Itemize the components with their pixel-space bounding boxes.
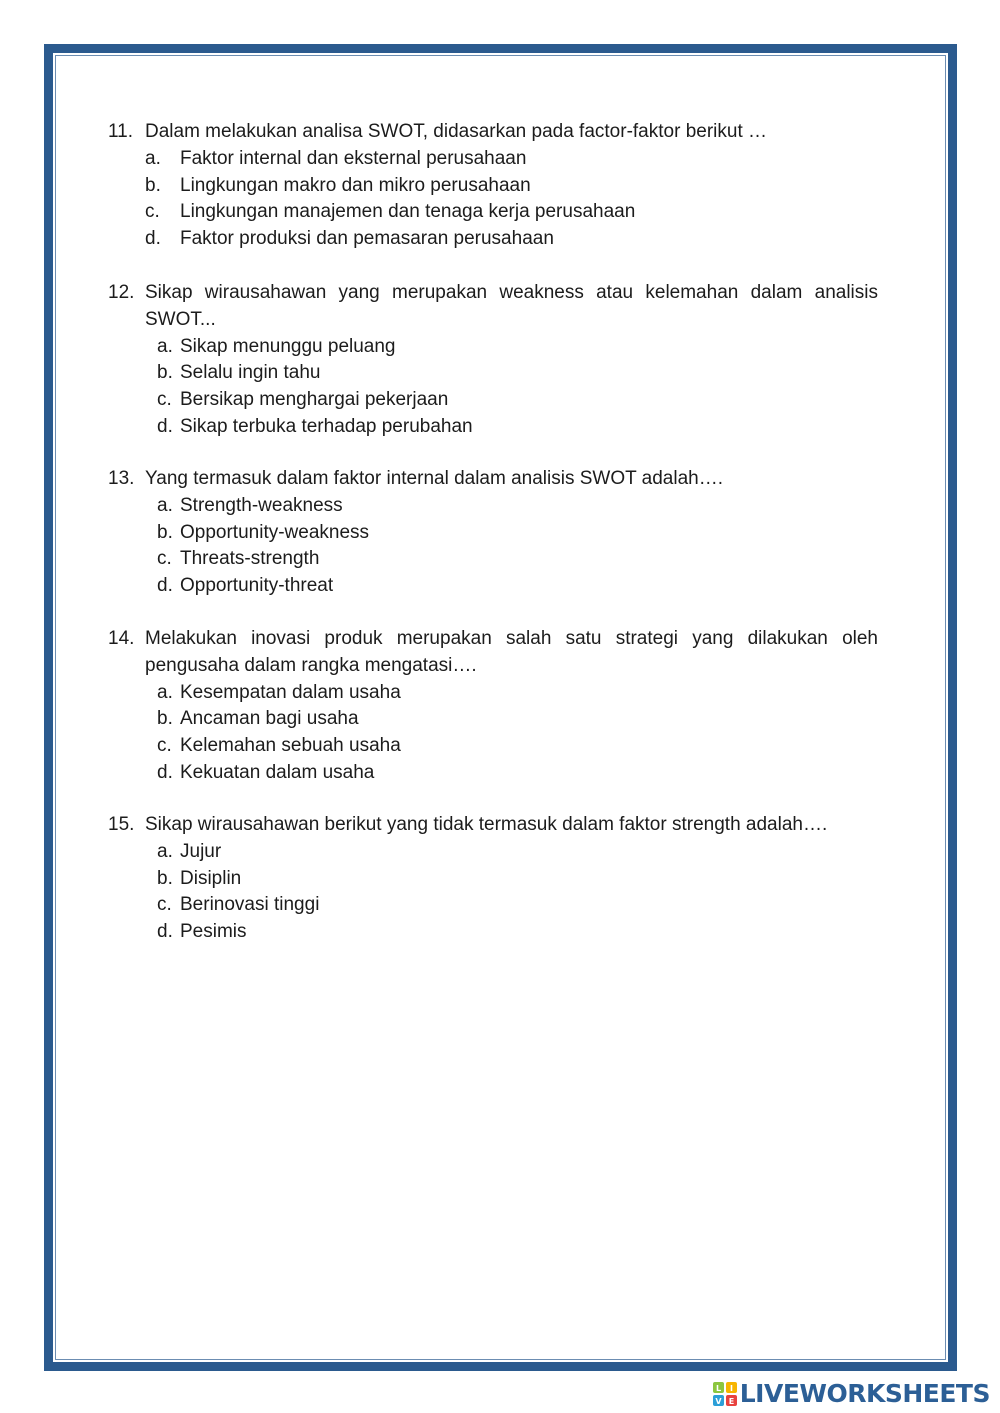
svg-text:E: E — [728, 1396, 734, 1406]
answer-option[interactable] — [108, 866, 878, 893]
answer-option[interactable] — [108, 226, 878, 253]
answer-options — [108, 334, 878, 441]
liveworksheets-watermark[interactable] — [713, 1379, 990, 1408]
answer-option[interactable] — [108, 387, 878, 414]
answer-options — [108, 680, 878, 787]
option-text: Kekuatan dalam usaha — [180, 761, 375, 783]
svg-text:I: I — [729, 1383, 733, 1393]
answer-option[interactable] — [108, 706, 878, 733]
option-text: Selalu ingin tahu — [180, 362, 321, 384]
question-text: Melakukan inovasi produk merupakan salah satu strategi yang dilakukan oleh pengusaha dalam rangka mengatasi…. — [145, 628, 878, 676]
question-13 — [108, 466, 878, 600]
question-number: 13. — [108, 468, 135, 489]
question-number: 15. — [108, 814, 135, 835]
answer-option[interactable] — [108, 733, 878, 760]
option-text: Faktor internal dan eksternal perusahaan — [180, 147, 527, 169]
answer-options — [108, 493, 878, 600]
question-11 — [108, 119, 878, 253]
option-letter: c. — [157, 548, 172, 570]
option-letter: a. — [157, 335, 173, 357]
option-text: Kesempatan dalam usaha — [180, 681, 401, 703]
question-text: Sikap wirausahawan yang merupakan weakness atau kelemahan dalam analisis SWOT... — [145, 282, 878, 330]
option-letter: b. — [157, 521, 173, 543]
option-letter: d. — [157, 415, 173, 437]
option-letter: b. — [157, 867, 173, 889]
answer-option[interactable] — [108, 146, 878, 173]
answer-option[interactable] — [108, 414, 878, 441]
svg-text:L: L — [715, 1383, 721, 1393]
answer-option[interactable] — [108, 760, 878, 787]
option-letter: d. — [157, 761, 173, 783]
answer-option[interactable] — [108, 493, 878, 520]
answer-options — [108, 146, 878, 253]
option-text: Opportunity-weakness — [180, 521, 370, 543]
option-text: Sikap menunggu peluang — [180, 335, 396, 357]
answer-options — [108, 839, 878, 946]
option-text: Bersikap menghargai pekerjaan — [180, 389, 449, 411]
svg-text:V: V — [715, 1396, 722, 1406]
option-letter: c. — [145, 201, 160, 223]
option-text: Faktor produksi dan pemasaran perusahaan — [180, 228, 554, 250]
option-text: Threats-strength — [180, 548, 320, 570]
option-text: Kelemahan sebuah usaha — [180, 735, 401, 757]
option-text: Jujur — [180, 840, 222, 862]
option-letter: a. — [145, 147, 161, 169]
option-text: Ancaman bagi usaha — [180, 708, 359, 730]
answer-option[interactable] — [108, 173, 878, 200]
option-letter: d. — [157, 575, 173, 597]
question-text: Dalam melakukan analisa SWOT, didasarkan pada factor-faktor berikut … — [145, 121, 767, 142]
question-14 — [108, 626, 878, 787]
answer-option[interactable] — [108, 520, 878, 547]
question-number: 14. — [108, 628, 135, 649]
option-text: Disiplin — [180, 867, 242, 889]
answer-option[interactable] — [108, 546, 878, 573]
watermark-text: LIVEWORKSHEETS — [739, 1379, 990, 1408]
option-text: Lingkungan makro dan mikro perusahaan — [180, 174, 531, 196]
option-letter: b. — [157, 708, 173, 730]
option-letter: a. — [157, 840, 173, 862]
option-letter: d. — [145, 228, 161, 250]
option-letter: b. — [145, 174, 161, 196]
option-text: Pesimis — [180, 921, 247, 943]
answer-option[interactable] — [108, 839, 878, 866]
answer-option[interactable] — [108, 199, 878, 226]
option-letter: d. — [157, 921, 173, 943]
option-text: Strength-weakness — [180, 494, 343, 516]
option-letter: c. — [157, 389, 172, 411]
answer-option[interactable] — [108, 919, 878, 946]
option-text: Sikap terbuka terhadap perubahan — [180, 415, 473, 437]
answer-option[interactable] — [108, 573, 878, 600]
option-letter: c. — [157, 735, 172, 757]
answer-option[interactable] — [108, 680, 878, 707]
question-number: 12. — [108, 282, 135, 303]
answer-option[interactable] — [108, 334, 878, 361]
liveworksheets-logo-icon — [713, 1382, 737, 1406]
option-letter: a. — [157, 494, 173, 516]
question-15 — [108, 812, 878, 946]
option-letter: b. — [157, 362, 173, 384]
option-text: Opportunity-threat — [180, 575, 334, 597]
answer-option[interactable] — [108, 892, 878, 919]
option-text: Berinovasi tinggi — [180, 894, 320, 916]
option-letter: a. — [157, 681, 173, 703]
option-letter: c. — [157, 894, 172, 916]
question-text: Sikap wirausahawan berikut yang tidak termasuk dalam faktor strength adalah…. — [145, 814, 828, 835]
question-number: 11. — [108, 121, 134, 142]
question-text: Yang termasuk dalam faktor internal dalam analisis SWOT adalah…. — [145, 468, 724, 489]
answer-option[interactable] — [108, 360, 878, 387]
option-text: Lingkungan manajemen dan tenaga kerja perusahaan — [180, 201, 636, 223]
question-12 — [108, 280, 878, 441]
